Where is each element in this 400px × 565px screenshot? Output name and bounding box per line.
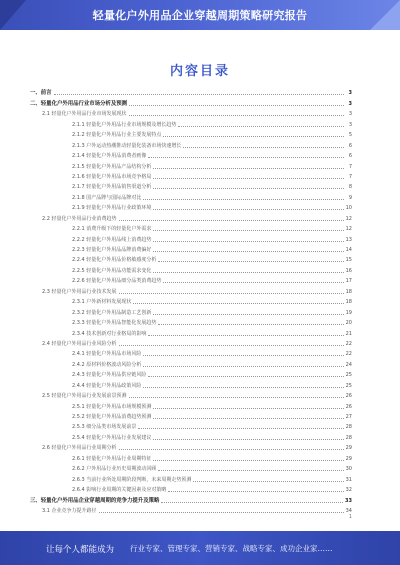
toc-entry-page: 3: [348, 121, 352, 128]
toc-entry-page: 26: [345, 393, 352, 400]
report-title: 轻量化户外用品企业穿越周期策略研究报告: [92, 9, 308, 22]
toc-leader-dots: [158, 470, 343, 471]
toc-leader-dots: [153, 439, 343, 440]
toc-entry-page: 8: [348, 184, 352, 191]
toc-entry-label: 2.4.4 轻量化户外用品政策风险: [72, 382, 142, 389]
toc-entry[interactable]: [30, 274, 352, 284]
toc-entry-page: 25: [345, 382, 352, 389]
toc-entry[interactable]: [30, 159, 352, 169]
toc-entry-label: 三、轻量化户外用品企业穿越周期的竞争力提升及策略: [30, 497, 160, 504]
toc-leader-dots: [143, 355, 343, 356]
toc-entry-label: 2.2 轻量化户外用品行业消费趋势: [42, 215, 117, 222]
toc-leader-dots: [129, 105, 344, 106]
toc-entry[interactable]: [30, 337, 352, 347]
toc-entry[interactable]: [30, 305, 352, 315]
toc-entry-page: 24: [345, 361, 352, 368]
toc-entry-label: 2.2.1 消费升级下的轻量化户外需求: [72, 226, 152, 233]
toc-entry[interactable]: [30, 316, 352, 326]
header-banner: [0, 0, 400, 30]
toc-entry-page: 28: [345, 424, 352, 431]
toc-leader-dots: [148, 157, 344, 158]
toc-leader-dots: [153, 230, 343, 231]
toc-entry-label: 2.4.3 轻量化户外用品供应链风险: [72, 372, 147, 379]
toc-entry[interactable]: [30, 410, 352, 420]
toc-entry-label: 一、前言: [30, 90, 52, 97]
toc-entry-label: 2.1.3 户外运动热潮推动轻量化装备市场快速增长: [72, 142, 182, 149]
toc-entry[interactable]: [30, 170, 352, 180]
toc-leader-dots: [129, 115, 344, 116]
toc-leader-dots: [163, 136, 344, 137]
toc-entry[interactable]: [30, 430, 352, 440]
toc-entry-label: 2.6.4 影响行业周期的关键因素及应对策略: [72, 487, 167, 494]
toc-entry[interactable]: [30, 180, 352, 190]
toc-leader-dots: [143, 366, 343, 367]
toc-entry-page: 34: [345, 507, 352, 514]
toc-leader-dots: [119, 449, 344, 450]
toc-entry[interactable]: [30, 368, 352, 378]
toc-entry-page: 17: [345, 278, 352, 285]
toc-entry-page: 3: [348, 111, 352, 118]
toc-leader-dots: [143, 199, 344, 200]
toc-entry-label: 2.2.3 轻量化户外用品品牌消费偏好: [72, 247, 152, 253]
toc-entry-page: 20: [345, 320, 352, 327]
toc-leader-dots: [193, 481, 343, 482]
toc-leader-dots: [168, 491, 343, 492]
toc-entry-label: 2.4.1 轻量化户外用品市场风险: [72, 351, 142, 358]
toc-leader-dots: [153, 178, 344, 179]
toc-leader-dots: [153, 168, 344, 169]
toc-entry[interactable]: [30, 378, 352, 388]
toc-leader-dots: [119, 345, 344, 346]
toc-entry-page: 18: [345, 288, 352, 295]
toc-entry-page: 6: [348, 153, 352, 160]
toc-entry-label: 2.1 轻量化户外用品行业市场发展现状: [42, 111, 127, 118]
toc-leader-dots: [129, 397, 344, 398]
toc-entry[interactable]: [30, 232, 352, 242]
toc-entry[interactable]: [30, 107, 352, 117]
toc-leader-dots: [153, 460, 343, 461]
toc-entry-page: 30: [345, 466, 352, 473]
toc-leader-dots: [158, 261, 343, 262]
toc-entry-page: 21: [345, 330, 352, 337]
toc-entry-label: 2.1.6 轻量化户外用品市场竞争格局: [72, 173, 152, 180]
toc-entry-label: 2.5.4 轻量化户外用品行业发展建议: [72, 434, 152, 441]
toc-entry-page: 6: [348, 142, 352, 149]
toc-entry-page: 22: [345, 340, 352, 347]
toc-leader-dots: [54, 94, 344, 95]
toc-leader-dots: [153, 251, 343, 252]
toc-entry[interactable]: [30, 243, 352, 253]
toc-entry-label: 2.5.2 轻量化户外用品消费趋势预测: [72, 414, 152, 420]
toc-entry-page: 15: [345, 257, 352, 264]
toc-entry-label: 2.2.4 轻量化户外用品价格敏感度分析: [72, 257, 157, 264]
toc-entry[interactable]: [30, 462, 352, 472]
toc-entry-label: 2.1.4 轻量化户外用品消费者画像: [72, 153, 147, 160]
footer-banner: [0, 531, 400, 565]
toc-entry-page: 18: [345, 299, 352, 306]
toc-entry-page: 31: [345, 476, 352, 483]
toc-entry-label: 2.1.1 轻量化户外用品行业市场规模及增长趋势: [72, 121, 177, 128]
toc-entry-label: 2.5.1 轻量化户外用品市场规模预测: [72, 403, 152, 410]
toc-entry-page: 29: [345, 445, 352, 452]
toc-leader-dots: [183, 147, 344, 148]
toc-leader-dots: [178, 126, 344, 127]
toc-entry[interactable]: [30, 295, 352, 305]
toc-leader-dots: [158, 324, 343, 325]
toc-entry-label: 2.5.3 细分品类市场发展前景: [72, 424, 137, 431]
toc-leader-dots: [119, 293, 344, 294]
toc-entry[interactable]: [30, 347, 352, 357]
toc-entry[interactable]: [30, 128, 352, 138]
toc-entry-page: 13: [345, 236, 352, 243]
toc-entry[interactable]: [30, 504, 352, 514]
toc-entry-label: 2.6 轻量化户外用品行业周期分析: [42, 445, 117, 452]
toc-entry-page: 9: [348, 194, 352, 201]
toc-entry-label: 2.1.8 国产品牌与国际品牌对比: [72, 194, 142, 201]
toc-entry-label: 2.6.3 当前行业所处周期阶段判断，未来周期走势预测: [72, 476, 192, 483]
toc-entry-label: 二、轻量化户外用品行业市场分析及预测: [30, 100, 128, 107]
toc-entry[interactable]: [30, 201, 352, 211]
toc-entry-label: 2.2.6 轻量化户外用品细分品类消费趋势: [72, 278, 162, 285]
toc-entry[interactable]: [30, 96, 352, 106]
toc-entry-label: 2.5 轻量化户外用品行业发展前景预测: [42, 393, 127, 400]
toc-entry-label: 2.6.1 轻量化户外用品行业周期特征: [72, 455, 152, 462]
toc-entry-page: 3: [348, 90, 352, 97]
toc-entry[interactable]: [30, 253, 352, 263]
toc-leader-dots: [153, 188, 344, 189]
toc-entry-page: 7: [348, 163, 352, 170]
toc-entry-label: 2.2.5 轻量化户外用品功能需求变化: [72, 267, 152, 274]
toc-entry[interactable]: [30, 284, 352, 294]
toc-leader-dots: [153, 314, 343, 315]
toc-entry[interactable]: [30, 420, 352, 430]
toc-leader-dots: [143, 387, 343, 388]
toc-leader-dots: [153, 408, 343, 409]
toc-entry-label: 2.1.7 轻量化户外用品销售渠道分析: [72, 184, 152, 191]
toc-entry-page: 16: [345, 267, 352, 274]
toc-entry-label: 2.1.2 轻量化户外用品行业主要发展特点: [72, 132, 162, 139]
toc-entry-label: 2.3.1 户外新材料发展现状: [72, 299, 132, 306]
toc-entry-label: 3.1 企业竞争力提升路径: [42, 507, 97, 514]
footer-slogan: 让每个人都能成为: [46, 545, 115, 555]
toc-leader-dots: [148, 376, 343, 377]
toc-entry-page: 26: [345, 403, 352, 410]
toc-leader-dots: [153, 272, 343, 273]
toc-leader-dots: [133, 303, 343, 304]
toc-entry-page: 12: [345, 226, 352, 233]
toc-leader-dots: [161, 502, 343, 503]
toc-entry-label: 2.1.5 轻量化户外用品产品结构分析: [72, 163, 152, 170]
toc-entry[interactable]: [30, 190, 352, 200]
toc-entry[interactable]: [30, 326, 352, 336]
toc-leader-dots: [163, 282, 343, 283]
toc-entry-page: 19: [345, 309, 352, 316]
toc-entry-label: 2.3.4 技术创新对行业格局的影响: [72, 330, 147, 337]
toc-entry-page: 10: [345, 205, 352, 212]
toc-entry-label: 2.4 轻量化户外用品行业风险分析: [42, 340, 117, 347]
toc-heading: 内容目录: [169, 64, 230, 79]
toc-entry[interactable]: [30, 451, 352, 461]
toc-entry-page: 3: [348, 100, 352, 107]
toc-entry-page: 32: [345, 487, 352, 494]
toc-entry[interactable]: [30, 86, 352, 96]
toc-leader-dots: [153, 209, 343, 210]
toc-entry-label: 2.1.9 轻量化户外用品行业政策环境: [72, 205, 152, 212]
toc-entry-label: 2.3.3 轻量化户外用品智能化发展趋势: [72, 320, 157, 327]
toc-entry[interactable]: [30, 117, 352, 127]
toc-entry[interactable]: [30, 399, 352, 409]
toc-entry[interactable]: [30, 472, 352, 482]
toc-entry[interactable]: [30, 389, 352, 399]
toc-entry-page: 12: [345, 215, 352, 222]
toc-entry[interactable]: [30, 441, 352, 451]
toc-leader-dots: [138, 428, 343, 429]
toc-entry-page: 7: [348, 173, 352, 180]
toc-entry-page: 22: [345, 351, 352, 358]
toc-entry-page: 5: [348, 132, 352, 139]
toc-leader-dots: [153, 241, 343, 242]
table-of-contents: [30, 86, 352, 514]
page-number: 1: [348, 514, 352, 520]
toc-entry-label: 2.3 轻量化户外用品行业技术发展: [42, 288, 117, 295]
toc-entry-page: 33: [345, 497, 352, 504]
toc-entry-page: 28: [345, 434, 352, 441]
toc-leader-dots: [99, 512, 344, 513]
toc-entry-page: 14: [345, 247, 352, 253]
toc-entry[interactable]: [30, 138, 352, 148]
toc-leader-dots: [148, 335, 343, 336]
toc-entry-label: 2.3.2 轻量化户外用品制造工艺创新: [72, 309, 152, 316]
toc-entry[interactable]: [30, 357, 352, 367]
toc-entry[interactable]: [30, 211, 352, 221]
toc-entry-label: 2.6.2 户外用品行业历史周期波动回顾: [72, 466, 157, 473]
toc-entry-page: 29: [345, 455, 352, 462]
footer-roles: 行业专家、管理专家、营销专家、战略专家、成功企业家……: [130, 544, 333, 553]
toc-entry[interactable]: [30, 263, 352, 273]
toc-entry[interactable]: [30, 222, 352, 232]
toc-entry[interactable]: [30, 483, 352, 493]
toc-entry-page: 25: [345, 372, 352, 379]
toc-entry[interactable]: [30, 149, 352, 159]
toc-entry[interactable]: [30, 493, 352, 503]
toc-leader-dots: [153, 418, 343, 419]
toc-entry-page: 27: [345, 414, 352, 420]
toc-entry-label: 2.2.2 轻量化户外用品线上消费趋势: [72, 236, 152, 243]
toc-entry-label: 2.4.2 原材料价格波动风险分析: [72, 361, 142, 368]
toc-leader-dots: [119, 220, 344, 221]
